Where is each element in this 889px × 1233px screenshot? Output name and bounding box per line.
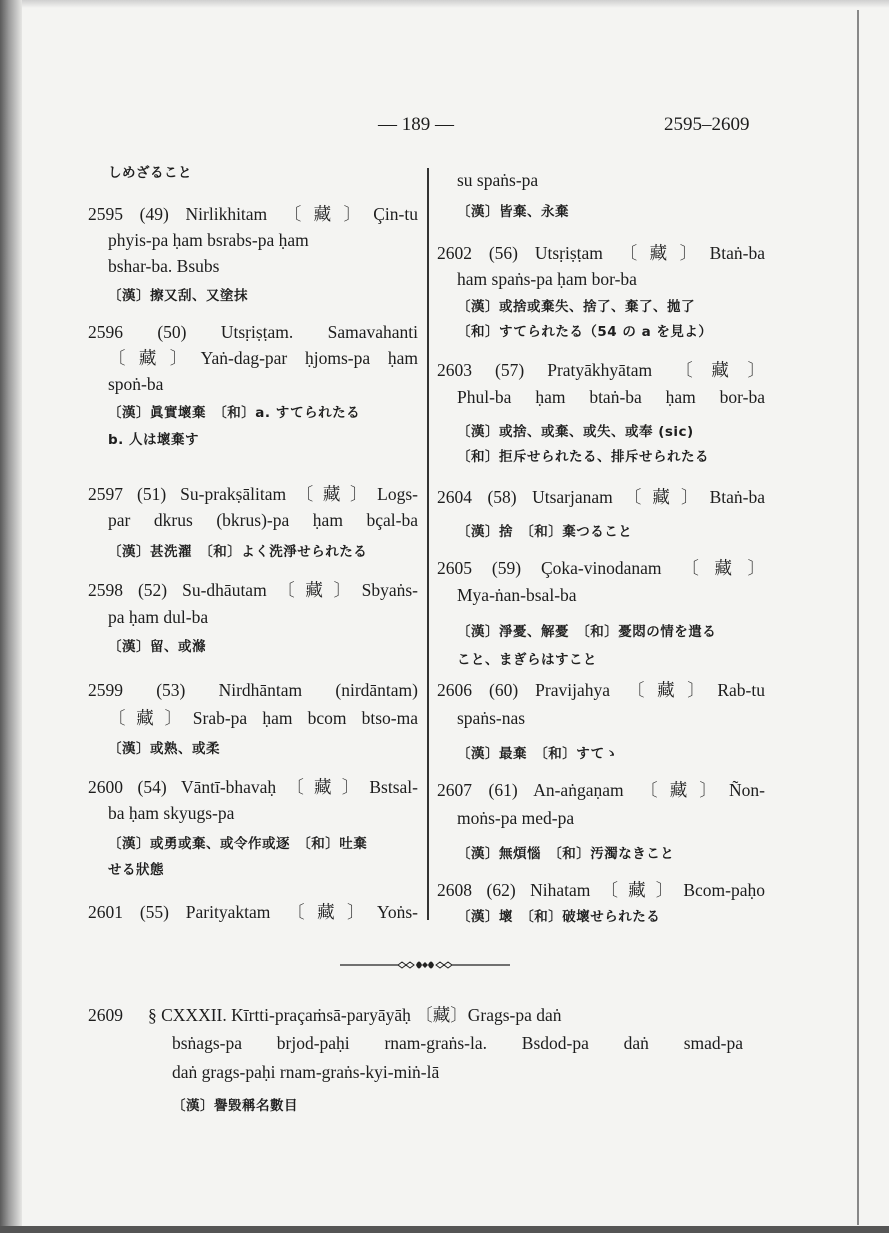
entry-2597: 2597 (51) Su-prakṣālitam〔藏〕Logs-: [88, 484, 418, 504]
entry-2598: 2598 (52) Su-dhāutam〔藏〕Sbyaṅs-: [88, 580, 418, 600]
scan-right-edge: [857, 10, 859, 1225]
entry-2605: 2605 (59) Çoka-vinodanam 〔藏〕: [437, 558, 765, 578]
chinese-gloss: 〔漢〕或捨、或棄、或失、或奉 (sic): [457, 424, 694, 440]
chinese-gloss: 〔漢〕甚洗濯 〔和〕よく洗淨せられたる: [108, 544, 368, 560]
entry-2606: 2606 (60) Pravijahya 〔藏〕Rab-tu: [437, 680, 765, 700]
entry-2600: 2600 (54) Vāntī-bhavaḥ〔藏〕Bstsal-: [88, 777, 418, 797]
text-line: moṅs-pa med-pa: [457, 808, 575, 828]
entry-2596: 2596 (50) Utsṛiṣṭam. Samavahanti: [88, 322, 418, 342]
text-line: daṅ grags-paḥi rnam-graṅs-kyi-miṅ-lā: [172, 1062, 440, 1082]
chinese-gloss: 〔漢〕或捨或棄失、捨了、棄了、拋了: [457, 299, 695, 315]
text-line: bsṅags-pa brjod-paḥi rnam-graṅs-la. Bsdod-pa daṅ smad-pa: [172, 1033, 743, 1053]
page-number: — 189 —: [378, 114, 454, 135]
text-line: Mya-ṅan-bsal-ba: [457, 585, 577, 605]
japanese-gloss: 〔和〕拒斥せられたる、排斥せられたる: [457, 449, 709, 465]
chinese-gloss: 〔漢〕譽毀稱名數目: [172, 1098, 298, 1114]
japanese-gloss: b. 人は壞棄す: [108, 432, 199, 448]
chinese-gloss: 〔漢〕留、或滌: [108, 639, 206, 655]
entry-2603: 2603 (57) Pratyākhyātam 〔藏〕: [437, 360, 765, 380]
text-line: ba ḥam skyugs-pa: [108, 803, 235, 823]
entry-2601: 2601 (55) Parityaktam 〔藏〕Yoṅs-: [88, 902, 418, 922]
japanese-gloss: せる狀態: [108, 862, 164, 878]
entry-range: 2595–2609: [664, 114, 750, 135]
entry-2607: 2607 (61) An-aṅgaṇam 〔藏〕Ñon-: [437, 780, 765, 800]
entry-2608: 2608 (62) Nihatam〔藏〕Bcom-paḥo: [437, 880, 765, 900]
entry-2604: 2604 (58) Utsarjanam〔藏〕Btaṅ-ba: [437, 487, 765, 507]
chinese-gloss: 〔漢〕最棄 〔和〕すてゝ: [457, 746, 619, 762]
entry-2602: 2602 (56) Utsṛiṣṭam 〔藏〕Btaṅ-ba: [437, 243, 765, 263]
chinese-gloss: 〔漢〕無煩惱 〔和〕汚濁なきこと: [457, 846, 675, 862]
text-line: phyis-pa ḥam bsrabs-pa ḥam: [108, 230, 309, 250]
scan-top-edge: [0, 0, 889, 8]
text-line: しめざること: [108, 165, 192, 181]
chinese-gloss: 〔漢〕擦又刮、又塗抹: [108, 288, 248, 304]
chinese-gloss: 〔漢〕皆棄、永棄: [457, 204, 569, 220]
text-line: par dkrus (bkrus)-pa ḥam bçal-ba: [108, 510, 418, 530]
text-line: su spaṅs-pa: [457, 170, 539, 190]
tibetan-gloss: 〔藏〕Srab-pa ḥam bcom btso-ma: [108, 708, 418, 728]
tibetan-gloss: 〔藏〕Yaṅ-dag-par ḥjoms-pa ḥam: [108, 348, 418, 368]
section-number: 2609: [88, 1005, 123, 1025]
chinese-gloss: 〔漢〕壞 〔和〕破壞せられたる: [457, 909, 661, 925]
section-heading: § CXXXII. Kīrtti-praçaṁsā-paryāyāḥ 〔藏〕Grags-pa daṅ: [148, 1005, 562, 1025]
text-line: ham spaṅs-pa ḥam bor-ba: [457, 269, 637, 289]
text-line: spoṅ-ba: [108, 374, 164, 394]
chinese-gloss: 〔漢〕淨憂、解憂 〔和〕憂悶の情を遣る: [457, 624, 717, 640]
japanese-gloss: こと、まぎらはすこと: [457, 652, 597, 668]
text-line: spaṅs-nas: [457, 708, 526, 728]
japanese-gloss: 〔和〕すてられたる（54 の a を見よ）: [457, 324, 713, 340]
column-divider: [427, 168, 429, 920]
chinese-gloss: 〔漢〕捨 〔和〕棄つること: [457, 524, 633, 540]
ornamental-divider: [340, 957, 510, 973]
text-line: pa ḥam dul-ba: [108, 607, 209, 627]
scan-binding-shadow: [0, 0, 22, 1233]
scan-bottom-edge: [0, 1226, 889, 1233]
entry-2595: 2595 (49) Nirlikhitam 〔藏〕Çin-tu: [88, 204, 418, 224]
entry-2599: 2599 (53) Nirdhāntam (nirdāntam): [88, 680, 418, 700]
chinese-gloss: 〔漢〕或熟、或柔: [108, 741, 220, 757]
chinese-gloss: 〔漢〕或勇或棄、或令作或逐 〔和〕吐棄: [108, 836, 368, 852]
chinese-gloss: 〔漢〕眞實壞棄 〔和〕a. すてられたる: [108, 405, 361, 421]
text-line: bshar-ba. Bsubs: [108, 256, 220, 276]
text-line: Phul-ba ḥam btaṅ-ba ḥam bor-ba: [457, 387, 765, 407]
